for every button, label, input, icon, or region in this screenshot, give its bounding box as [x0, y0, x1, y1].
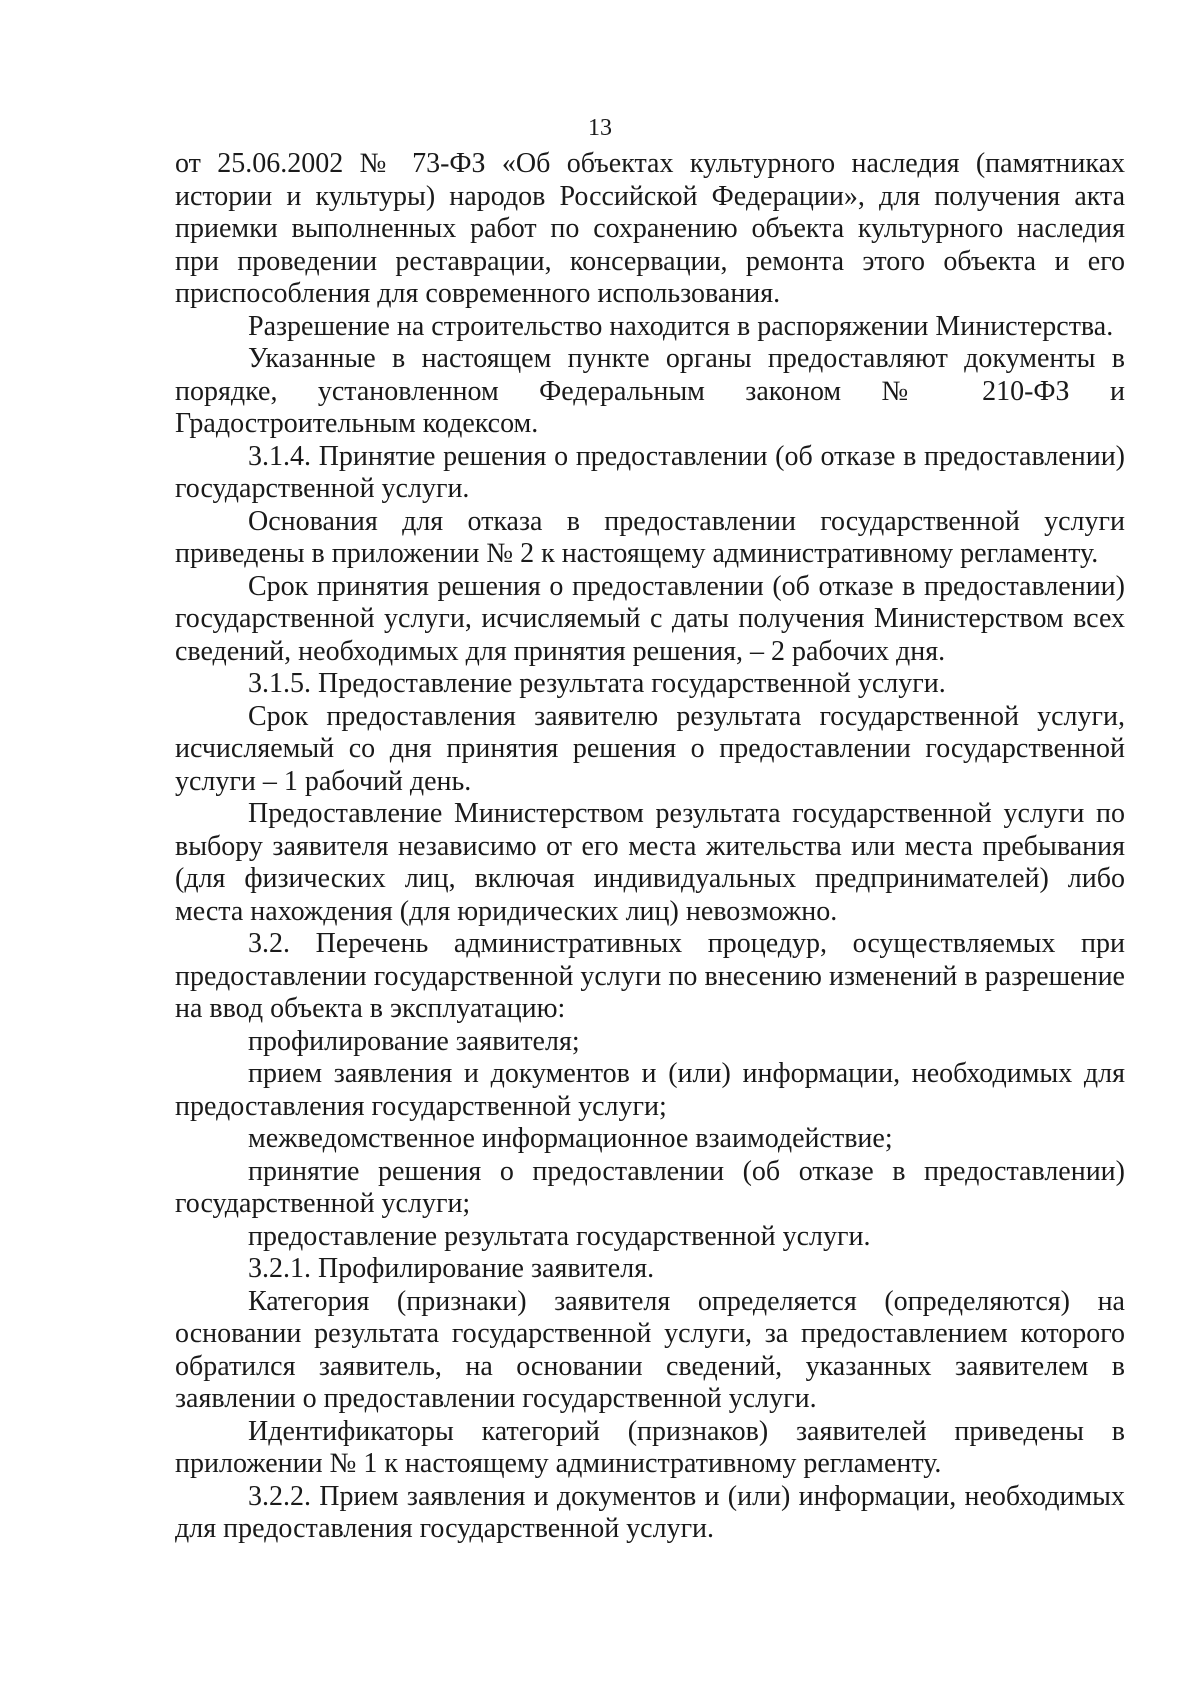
paragraph: Основания для отказа в предоставлении государственной услуги приведены в приложении № 2 к настоящему административному регламенту. — [175, 505, 1125, 569]
list-item: предоставление результата государственной услуги. — [248, 1220, 871, 1252]
section-heading-3-1-4: 3.1.4. Принятие решения о предоставлении (об отказе в предоставлении) государственной услуги. — [175, 440, 1125, 504]
document-body — [175, 148, 1125, 1546]
paragraph: Срок принятия решения о предоставлении (об отказе в предоставлении) государственной услуги, исчисляемый с даты получения Министерством всех сведений, необходимых для принятия решения, – 2 рабочих дня. — [175, 570, 1125, 667]
list-item: межведомственное информационное взаимодействие; — [248, 1123, 893, 1154]
section-heading-3-2-1: 3.2.1. Профилирование заявителя. — [248, 1253, 655, 1284]
paragraph-continuation: от 25.06.2002 № 73-ФЗ «Об объектах культурного наследия (памятниках истории и культуры) народов Российской Федерации», для получения акта приемки выполненных работ по сохранению объекта культурного наследия при проведении реставрации, консервации, ремонта этого объекта и его приспособления для современного использования. — [175, 148, 1125, 309]
paragraph: Разрешение на строительство находится в распоряжении Министерства. — [248, 310, 1114, 342]
list-item: профилирование заявителя; — [248, 1025, 580, 1057]
paragraph: Срок предоставления заявителю результата государственной услуги, исчисляемый со дня принятия решения о предоставлении государственной услуги – 1 рабочий день. — [175, 700, 1125, 797]
list-item: прием заявления и документов и (или) информации, необходимых для предоставления государственной услуги; — [175, 1058, 1125, 1122]
paragraph: Категория (признаки) заявителя определяется (определяются) на основании результата государственной услуги, за предоставлением которого обратился заявитель, на основании сведений, указанных заявителем в заявлении о предоставлении государственной услуги. — [175, 1285, 1125, 1414]
section-heading-3-1-5: 3.1.5. Предоставление результата государственной услуги. — [248, 668, 946, 699]
page-number: 13 — [588, 115, 612, 141]
paragraph: Идентификаторы категорий (признаков) заявителей приведены в приложении № 1 к настоящему административному регламенту. — [175, 1415, 1125, 1479]
list-item: принятие решения о предоставлении (об отказе в предоставлении) государственной услуги; — [175, 1155, 1125, 1219]
paragraph: Предоставление Министерством результата государственной услуги по выбору заявителя независимо от его места жительства или места пребывания (для физических лиц, включая индивидуальных предпринимателей) либо места нахождения (для юридических лиц) невозможно. — [175, 798, 1125, 927]
section-heading-3-2: 3.2. Перечень административных процедур, осуществляемых при предоставлении государственной услуги по внесению изменений в разрешение на ввод объекта в эксплуатацию: — [175, 928, 1125, 1024]
paragraph: Указанные в настоящем пункте органы предоставляют документы в порядке, установленном Федеральным законом № 210-ФЗ и Градостроительным кодексом. — [175, 343, 1125, 439]
section-heading-3-2-2: 3.2.2. Прием заявления и документов и (или) информации, необходимых для предоставления государственной услуги. — [175, 1480, 1125, 1544]
